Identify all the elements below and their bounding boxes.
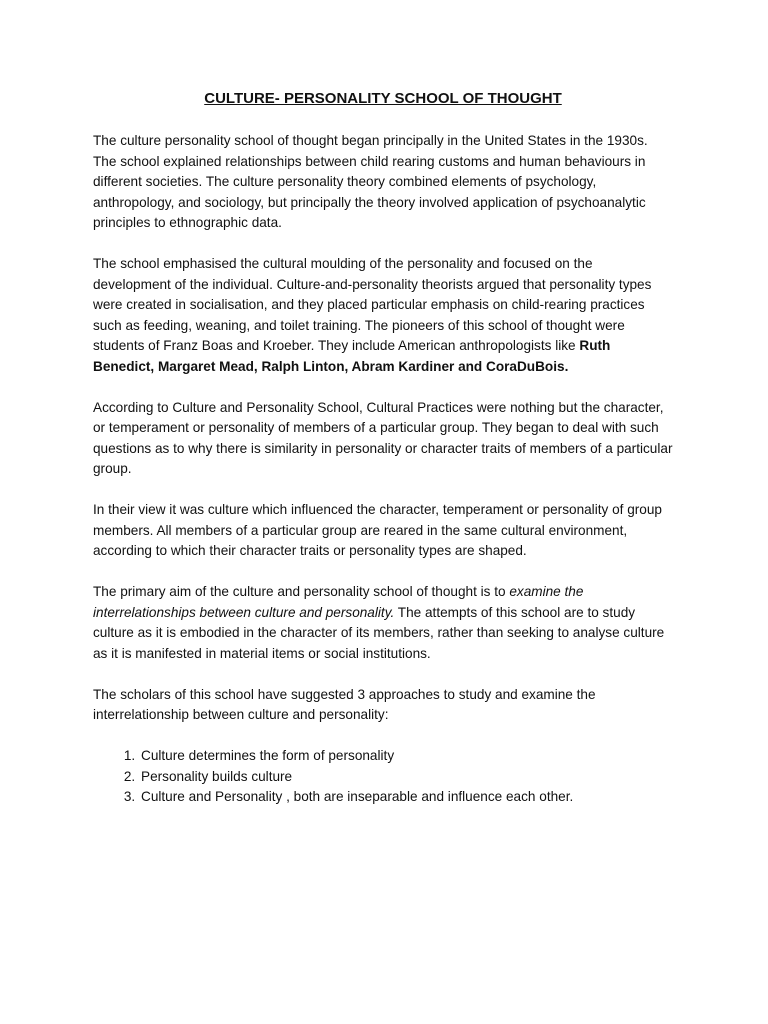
list-item: 1. Culture determines the form of personality [139, 746, 673, 767]
paragraph-origins: The culture personality school of thought began principally in the United States in the 1930s. The school explained relationships between child rearing customs and human behaviours in different societies. The culture personality theory combined elements of psychology, anthropology, and sociology, but principally the theory involved application of psychoanalytic principles to ethnographic data. [93, 133, 648, 230]
primary-aim-rest: The attempts of this school are to study culture as it is embodied in the character of its members, rather than seeking to analyse culture as it is manifested in material items or social institutions. [93, 604, 665, 661]
paragraph-pioneers-text: The school emphasised the cultural moulding of the personality and focused on the development of the individual. Culture-and-personality theorists argued that personality types were created in socialisation, and they placed particular emphasis on child-rearing practices such as feeding, weaning, and toilet training. The pioneers of this school of thought were students of Franz Boas and Kroeber. They include American anthropologists like [93, 256, 652, 353]
document-title: CULTURE- PERSONALITY SCHOOL OF THOUGHT [204, 90, 562, 107]
paragraph-pioneers [93, 254, 673, 377]
list-item: 3. Culture and Personality , both are inseparable and influence each other. [139, 787, 673, 808]
pioneer-names: Ruth Benedict, Margaret Mead, Ralph Linton, Abram Kardiner and CoraDuBois. [93, 338, 611, 374]
approaches-list [93, 746, 673, 808]
primary-aim-emphasis: examine the interrelationships between culture and personality. [93, 584, 584, 620]
list-item: 2. Personality builds culture [139, 767, 673, 788]
paragraph-culture-influence: In their view it was culture which influenced the character, temperament or personality of group members. All members of a particular group are reared in the same cultural environment, according to which their character traits or personality types are shaped. [93, 502, 662, 558]
document-page [93, 89, 673, 808]
paragraph-cultural-practices: According to Culture and Personality School, Cultural Practices were nothing but the character, or temperament or personality of members of a particular group. They began to deal with such questions as to why there is similarity in personality or character traits of members of a particular group. [93, 399, 673, 476]
primary-aim-lead: The primary aim of the culture and personality school of thought is to [93, 584, 510, 599]
paragraph-approaches-intro: The scholars of this school have suggested 3 approaches to study and examine the interrelationship between culture and personality: [93, 686, 596, 722]
paragraph-primary-aim [93, 582, 673, 664]
